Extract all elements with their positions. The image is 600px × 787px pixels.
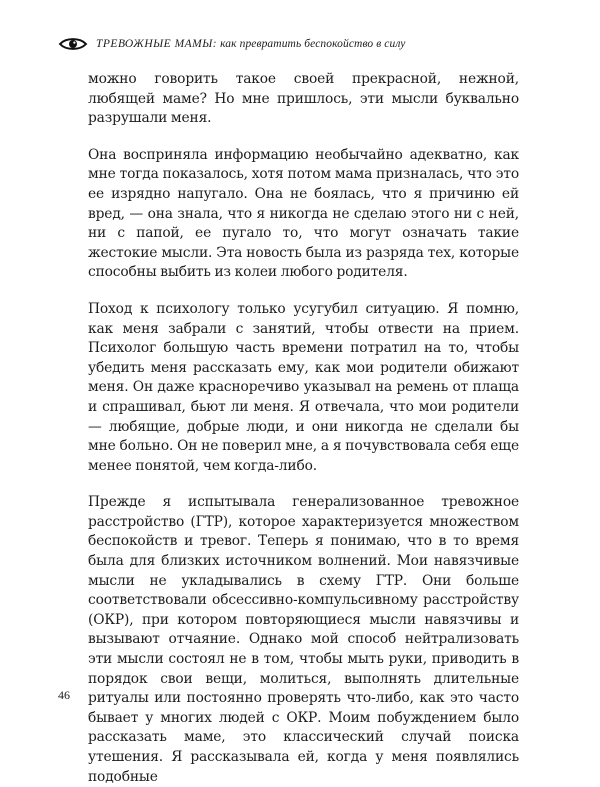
running-title — [96, 38, 406, 50]
book-subtitle: как превратить беспокойство в силу — [220, 38, 406, 50]
page-number: 46 — [58, 688, 70, 702]
eye-icon — [58, 36, 88, 52]
paragraph: Поход к психологу только усугубил ситуацию. Я помню, как меня забрали с занятий, чтобы отвести на прием. Психолог большую часть времени потратил на то, чтобы убедить меня рассказать ему, как мои родители обижают меня. Он даже красноречиво указывал на ремень от плаща и спрашивал, бьют ли меня. Я отвечала, что мои родители — любящие, добрые люди, и они никогда не сделали бы мне больно. Он не поверил мне, а я почувствовала себя еще менее понятой, чем когда-либо. — [88, 300, 519, 474]
paragraph: Прежде я испытывала генерализованное тревожное расстройство (ГТР), которое характеризуется множеством беспокойств и тревог. Теперь я понимаю, что в то время была для близких источником волнений. Мои навязчивые мысли не укладывались в схему ГТР. Они больше соответствовали обсессивно-компульсивному расстройству (ОКР), при котором повторяющиеся мысли навязчивы и вызывают отчаяние. Однако мой способ нейтрализовать эти мысли состоял не в том, чтобы мыть руки, приводить в порядок свои вещи, молиться, выполнять длительные ритуалы или постоянно проверять что-либо, как это часто бывает у многих людей с ОКР. Моим побуждением было рассказать маме, это классический случай поиска утешения. Я рассказывала ей, когда у меня появлялись подобные — [88, 494, 519, 785]
page-body — [88, 70, 519, 787]
running-header — [58, 34, 558, 54]
paragraph: Она восприняла информацию необычайно адекватно, как мне тогда показалось, хотя потом мама призналась, что это ее изрядно напугало. Она не боялась, что я причиню ей вред, — она знала, что я никогда не сделаю этого ни с ней, ни с папой, ее пугало то, что могут означать такие жестокие мысли. Эта новость была из разряда тех, которые способны выбить из колеи любого родителя. — [88, 146, 519, 281]
book-title: ТРЕВОЖНЫЕ МАМЫ: — [96, 38, 218, 50]
paragraph: можно говорить такое своей прекрасной, нежной, любящей маме? Но мне пришлось, эти мысли буквально разрушали меня. — [88, 71, 519, 127]
